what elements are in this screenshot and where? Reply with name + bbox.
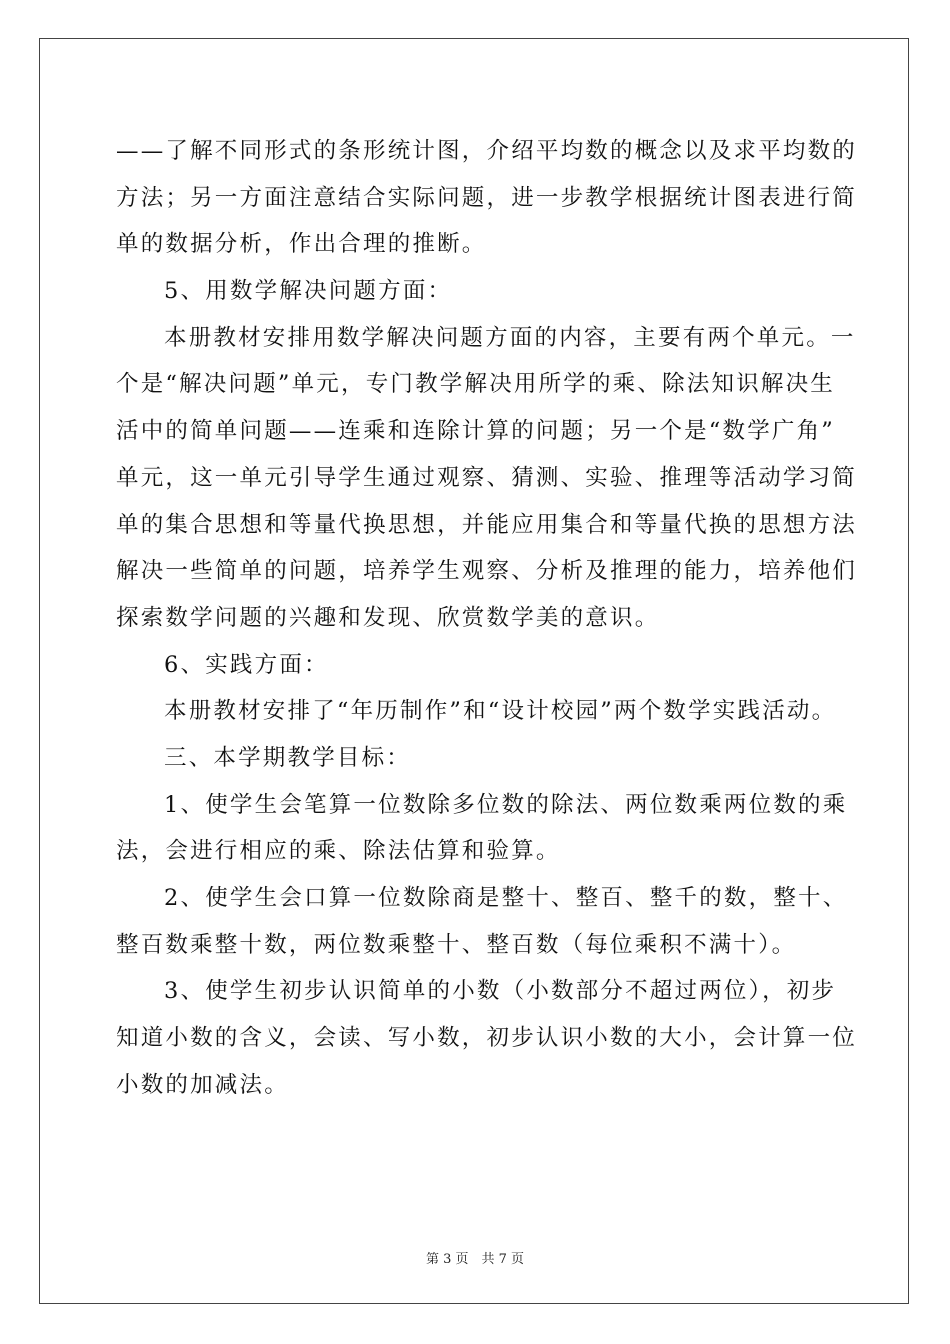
section-heading: 三、本学期教学目标： (164, 744, 412, 771)
page-number-footer: 第 3 页 共 7 页 (425, 1252, 525, 1267)
text-line: 小数的加减法。 (116, 1071, 289, 1098)
text-line: 3、使学生初步认识简单的小数（小数部分不超过两位），初步 (164, 978, 837, 1005)
text-line: ——了解不同形式的条形统计图，介绍平均数的概念以及求平均数的 (116, 138, 858, 164)
text-line: 解决一些简单的问题，培养学生观察、分析及推理的能力，培养他们 (116, 558, 858, 585)
text-line: 探索数学问题的兴趣和发现、欣赏数学美的意识。 (116, 604, 660, 631)
text-line: 知道小数的含义，会读、写小数，初步认识小数的大小，会计算一位 (116, 1025, 858, 1052)
text-line: 本册教材安排用数学解决问题方面的内容，主要有两个单元。一 (164, 324, 856, 351)
text-line: 单元，这一单元引导学生通过观察、猜测、实验、推理等活动学习简 (116, 464, 858, 491)
text-line: 法，会进行相应的乘、除法估算和验算。 (116, 838, 561, 865)
text-line: 单的数据分析，作出合理的推断。 (116, 231, 487, 258)
text-line: 1、使学生会笔算一位数除多位数的除法、两位数乘两位数的乘 (164, 791, 848, 818)
text-line: 整百数乘整十数，两位数乘整十、整百数（每位乘积不满十）。 (116, 931, 797, 958)
text-line: 个是“解决问题”单元，专门教学解决用所学的乘、除法知识解决生 (116, 371, 836, 398)
text-line: 本册教材安排了“年历制作”和“设计校园”两个数学实践活动。 (164, 698, 837, 725)
text-line: 活中的简单问题——连乘和连除计算的问题；另一个是“数学广角” (116, 418, 836, 445)
document-body (116, 128, 858, 1108)
section-heading: 6、实践方面： (164, 651, 329, 678)
text-line: 2、使学生会口算一位数除商是整十、整百、整千的数，整十、 (164, 885, 848, 911)
text-line: 方法；另一方面注意结合实际问题，进一步教学根据统计图表进行简 (116, 184, 858, 211)
text-line: 单的集合思想和等量代换思想，并能应用集合和等量代换的思想方法 (116, 511, 858, 538)
section-heading: 5、用数学解决问题方面： (164, 278, 453, 305)
